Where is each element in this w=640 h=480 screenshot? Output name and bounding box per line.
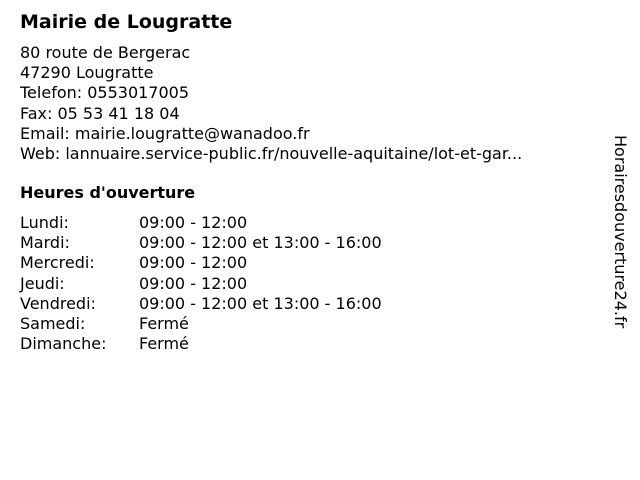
web-line: Web: lannuaire.service-public.fr/nouvelle-aquitaine/lot-et-gar... xyxy=(20,143,523,163)
time-value: Fermé xyxy=(139,334,189,354)
time-value: 09:00 - 12:00 xyxy=(139,273,248,293)
hours-row-saturday xyxy=(20,314,580,334)
time-value: 09:00 - 12:00 xyxy=(139,253,248,273)
time-value: Fermé xyxy=(139,313,189,333)
day-label: Mercredi: xyxy=(20,253,95,273)
time-value: 09:00 - 12:00 et 13:00 - 16:00 xyxy=(139,233,382,253)
email-line: Email: mairie.lougratte@wanadoo.fr xyxy=(20,123,310,143)
day-label: Mardi: xyxy=(20,233,70,253)
city-line: 47290 Lougratte xyxy=(20,63,154,83)
watermark xyxy=(605,135,635,375)
day-label: Dimanche: xyxy=(20,334,107,354)
page-title: Mairie de Lougratte xyxy=(20,11,233,33)
hours-row-monday xyxy=(20,213,580,233)
hours-row-thursday xyxy=(20,274,580,294)
day-label: Jeudi: xyxy=(20,273,65,293)
day-label: Lundi: xyxy=(20,213,69,232)
hours-row-friday xyxy=(20,294,580,314)
day-label: Samedi: xyxy=(20,313,86,333)
time-value: 09:00 - 12:00 xyxy=(139,213,248,232)
contact-info xyxy=(20,43,590,164)
hours-row-wednesday xyxy=(20,253,580,273)
watermark-text: Horairesdouverture24.fr xyxy=(611,135,630,329)
phone-line: Telefon: 0553017005 xyxy=(20,83,190,103)
opening-hours-table xyxy=(20,213,580,354)
fax-line: Fax: 05 53 41 18 04 xyxy=(20,103,180,123)
opening-hours-heading: Heures d'ouverture xyxy=(20,183,196,202)
hours-row-tuesday xyxy=(20,233,580,253)
day-label: Vendredi: xyxy=(20,293,96,313)
time-value: 09:00 - 12:00 et 13:00 - 16:00 xyxy=(139,293,382,313)
address-line: 80 route de Bergerac xyxy=(20,43,191,62)
hours-row-sunday xyxy=(20,334,580,354)
